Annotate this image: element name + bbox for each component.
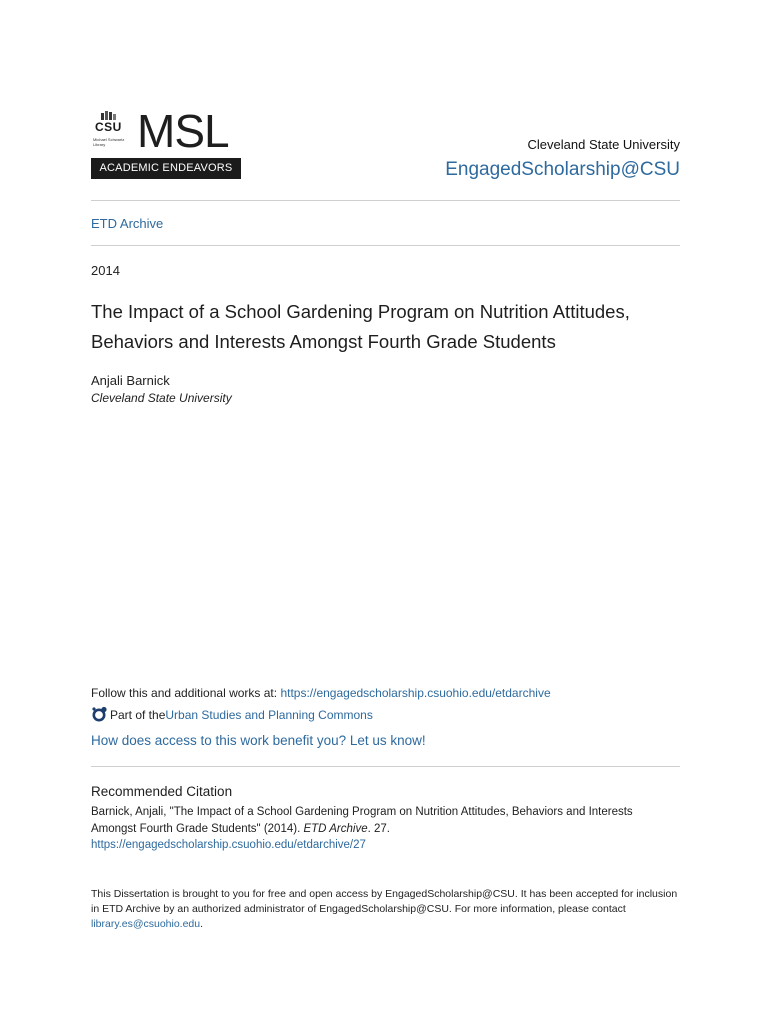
citation-url-link[interactable]: https://engagedscholarship.csuohio.edu/etdarchive/27: [91, 839, 366, 851]
follow-line: [91, 686, 551, 700]
repository-link[interactable]: EngagedScholarship@CSU: [445, 159, 680, 180]
access-notice: [91, 887, 680, 932]
citation-number: . 27.: [367, 822, 390, 835]
notice-end: .: [200, 918, 204, 930]
divider: [91, 245, 680, 246]
follow-text: Follow this and additional works at:: [91, 686, 281, 700]
collection-url-link[interactable]: https://engagedscholarship.csuohio.edu/etdarchive: [280, 686, 551, 700]
title-line-1: The Impact of a School Gardening Program on Nutrition Attitudes,: [91, 301, 630, 322]
citation-journal: ETD Archive: [303, 822, 368, 835]
msl-logo[interactable]: [91, 105, 241, 180]
msl-text: MSL: [137, 105, 229, 157]
divider: [91, 200, 680, 201]
contact-email-link[interactable]: library.es@csuohio.edu: [91, 918, 201, 930]
commons-link[interactable]: Urban Studies and Planning Commons: [165, 707, 373, 722]
citation-text: Barnick, Anjali, "The Impact of a School Gardening Program on Nutrition Attitudes, Behaviors and Interests Amongst Fourth Grade Students" (2014).: [91, 806, 633, 835]
document-title: [91, 297, 686, 357]
notice-text: This Dissertation is brought to you for free and open access by EngagedScholarship@CSU. It has been accepted for inclusion in ETD Archive by an authorized administrator of EngagedScholarship@CSU. For more information, please contact: [91, 888, 678, 915]
author-name: Anjali Barnick: [91, 373, 170, 388]
series-link[interactable]: ETD Archive: [91, 216, 164, 231]
network-icon: [91, 706, 108, 723]
part-of-text: Part of the: [110, 707, 166, 722]
logo-band: ACADEMIC ENDEAVORS: [91, 158, 241, 179]
csu-mark: [91, 110, 137, 154]
csu-subtext: Michael Schwartz Library: [93, 137, 125, 147]
publication-year: 2014: [91, 263, 120, 278]
author-affiliation: Cleveland State University: [91, 391, 232, 405]
title-line-2: Behaviors and Interests Amongst Fourth Grade Students: [91, 331, 556, 352]
divider: [91, 766, 680, 767]
csu-text: CSU: [95, 120, 122, 134]
part-of-line: [91, 706, 373, 723]
institution-name: Cleveland State University: [527, 137, 680, 152]
cover-page: [91, 0, 680, 1024]
feedback-link[interactable]: How does access to this work benefit you? Let us know!: [91, 733, 426, 748]
citation-heading: Recommended Citation: [91, 784, 233, 799]
citation-body: [91, 804, 680, 854]
